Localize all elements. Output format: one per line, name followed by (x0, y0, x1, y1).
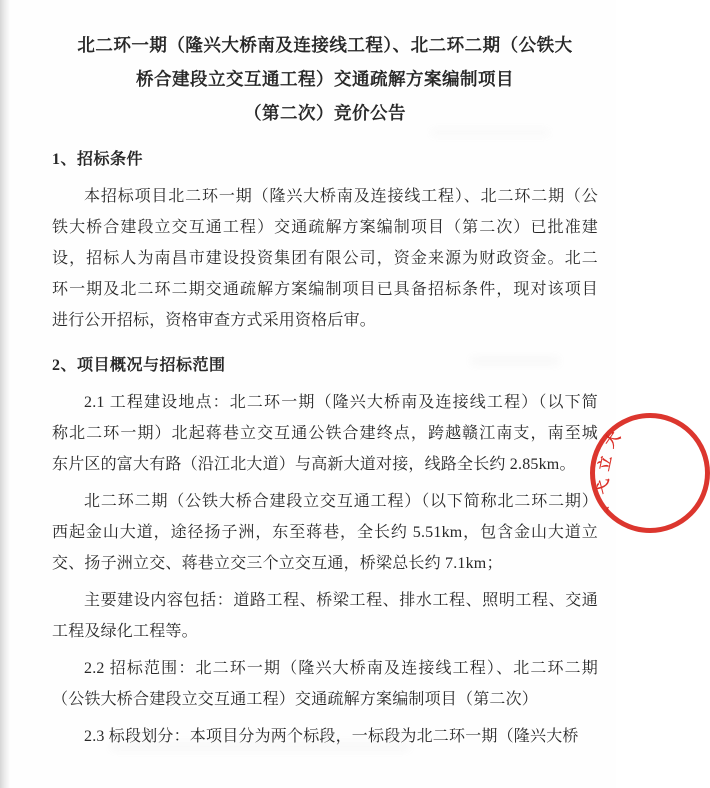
text-line: 北二环二期（公铁大桥合建段立交互通工程）（以下简称北二环二期） (84, 493, 598, 510)
stamp-glyph: 丶 (601, 500, 618, 517)
text-line: （公铁大桥合建段立交互通工程）交通疏解方案编制项目（第二次） (52, 691, 539, 708)
text-line: 工程及绿化工程等。 (52, 623, 198, 640)
section-2-paragraph-1 (52, 387, 598, 480)
section-1-paragraph-1 (52, 181, 598, 336)
text-line: 交、扬子洲立交、蒋巷立交三个立交互通，桥梁总长约 7.1km； (52, 555, 503, 572)
stamp-glyph: 大 (602, 429, 624, 451)
title-line: 桥合建段立交互通工程）交通疏解方案编制项目 (136, 69, 514, 89)
section-2-paragraph-2 (52, 486, 598, 579)
text-line: 本招标项目北二环一期（隆兴大桥南及连接线工程）、北二环二期（公 (84, 188, 598, 205)
stamp-glyph: 立 (596, 454, 616, 473)
document-title (52, 28, 598, 130)
text-line: 设，招标人为南昌市建设投资集团有限公司，资金来源为财政资金。北二 (52, 250, 598, 267)
text-line: 进行公开招标，资格审查方式采用资格后审。 (52, 312, 377, 329)
scan-edge-shadow (0, 0, 10, 788)
text-line: 2.2 招标范围：北二环一期（隆兴大桥南及连接线工程）、北二环二期 (84, 660, 598, 677)
text-line: 环一期及北二环二期交通疏解方案编制项目已具备招标条件，现对该项目 (52, 281, 598, 298)
text-line: 主要建设内容包括：道路工程、桥梁工程、排水工程、照明工程、交通 (84, 592, 598, 609)
text-line: 2.3 标段划分：本项目分为两个标段，一标段为北二环一期（隆兴大桥 (84, 728, 579, 745)
text-line: 称北二环一期）北起蒋巷立交互通公铁合建终点，跨越赣江南支，南至城 (52, 425, 598, 442)
text-line: 西起金山大道，途径扬子洲，东至蒋巷，全长约 5.51km，包含金山大道立 (52, 524, 598, 541)
title-line: 北二环一期（隆兴大桥南及连接线工程）、北二环二期（公铁大 (77, 35, 573, 55)
stamp-glyph: 弋 (595, 477, 615, 496)
section-2-paragraph-3 (52, 585, 598, 647)
section-2-heading: 2、项目概况与招标范围 (52, 357, 226, 374)
title-line: （第二次）竞价公告 (244, 103, 406, 123)
text-line: 东片区的富大有路（沿江北大道）与高新大道对接，线路全长约 2.85km。 (52, 456, 576, 473)
section-2-paragraph-5 (52, 721, 598, 752)
text-line: 铁大桥合建段立交互通工程）交通疏解方案编制项目（第二次）已批准建 (52, 219, 598, 236)
section-2-paragraph-4 (52, 653, 598, 715)
text-line: 2.1 工程建设地点：北二环一期（隆兴大桥南及连接线工程）（以下简 (84, 394, 598, 411)
official-stamp (590, 413, 710, 533)
section-1-heading: 1、招标条件 (52, 151, 144, 168)
